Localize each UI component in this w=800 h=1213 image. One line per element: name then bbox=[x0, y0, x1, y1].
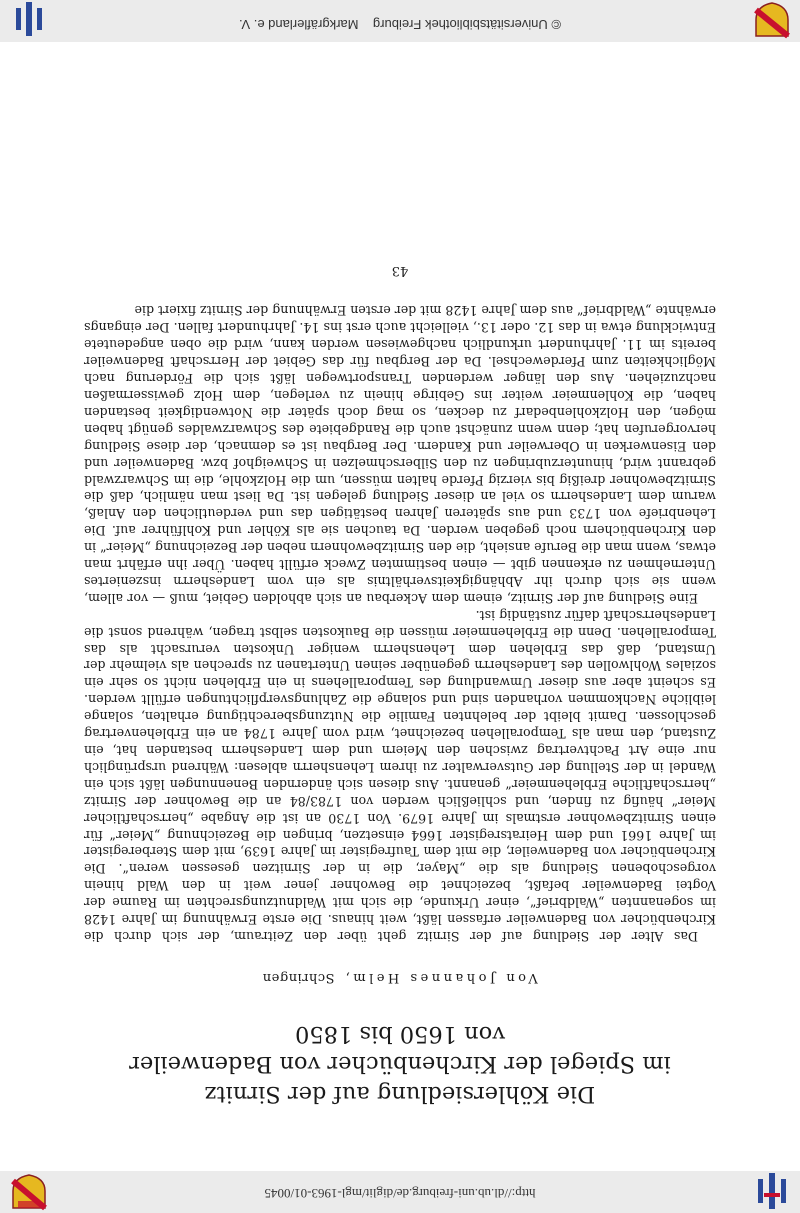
society-coat-of-arms-icon bbox=[10, 1173, 48, 1211]
author-place: Schringen bbox=[262, 970, 335, 985]
footer-copyright bbox=[0, 17, 800, 32]
paragraph: Das Alter der Siedlung auf der Sirnitz geht über den Zeitraum, der sich durch die Kirchenbücher von Badenweiler erfassen läßt, weit hinaus. Die erste Erwähnung im Jahre 1428 im sogenannten „Waldbrief“, einer Urkunde, die sich mit Waldnutzungsrechten im Raume der Vogtei Badenweiler befaßt, bezeichnet die Bewohner jener weit in den Wald hinein vorgeschobenen Siedlung als die „Mayer, die in der Sirnitzen gesessen weren“. Die Kirchenbücher von Badenweiler, die mit dem Taufregister im Jahre 1639, mit dem Sterberegister im Jahre 1661 und dem Heiratsregister 1664 einsetzen, bringen die Bezeichnung „Meier“ für einen Sirnitzbewohner erstmals im Jahre 1679. Von 1730 an ist die Angabe „herrschaftlicher Meier“ häufig zu finden, und schließlich werden von 1783/84 an die Bewohner der Sirnitz „herrschaftliche Erblehenmeier“ genannt. Aus diesen sich ändernden Benennungen läßt sich ein Wandel in der Stellung der Gutsverwalter zu ihrem Lehensherrn ablesen: Während ursprünglich nur eine Art Pachtvertrag zwischen den Meiern und dem Landesherrn bestanden hat, ein Zustand, den man als Temporallehen bezeichnet, wird vom Jahre 1784 an ein Erblehenvertrag geschlossen. Damit bleibt der belehnten Familie die Nutzungsberechtigung erhalten, solange leibliche Nachkommen vorhanden sind und solange die Zahlungsverpflichtungen erfüllt werden. Es scheint aber aus dieser Umwandlung des Temporallehens in ein Erblehen nicht so sehr ein soziales Wohlwollen des Landesherrn gegenüber seinen Untertanen zu sprechen als vielmehr der Umstand, daß das Erblehen dem Lehensherrn weniger Unkosten verursacht als das Temporallehen. Denn die Erblehenmeier müssen die Baukosten selbst tragen, während sonst die Landesherrschaft dafür zuständig ist. bbox=[84, 607, 716, 944]
author-name: Von Johannes Helm, bbox=[342, 970, 538, 985]
footer-society-text: Markgräflerland e. V. bbox=[239, 17, 359, 32]
document-url[interactable]: http://dl.ub.uni-freiburg.de/diglit/mgl-1963-01/0045 bbox=[264, 1186, 536, 1201]
article-title bbox=[84, 1019, 716, 1109]
footer-bar bbox=[0, 0, 800, 42]
title-line-1: Die Köhlersiedlung auf der Sirnitz bbox=[204, 1081, 596, 1107]
header-bar bbox=[0, 1171, 800, 1213]
paragraph: Eine Siedlung auf der Sirnitz, einem dem Ackerbau an sich abholden Gebiet, muß — vor allem, wenn sie sich durch ihr Abhängigkeitsverhältnis als ein vom Landesherrn inszeniertes Unternehmen zu erkennen gibt — einen bestimmten Zweck erfüllt haben. Über ihn erfährt man etwas, wenn man die Berufe ansieht, die den Sirnitzbewohnern neben der Bezeichnung „Meier“ in den Kirchenbüchern noch gegeben werden. Da tauchen sie als Köhler und Kohlführer auf. Die Lehenbriefe von 1733 und aus späteren Jahren bestätigen das und verdeutlichen den Anlaß, warum dem Landesherrn so viel an dieser Siedlung gelegen ist. Da liest man nämlich, daß die Sirnitzbewohner dreißig bis vierzig Pferde halten müssen, um die Holzkohle, die im Schwarzwald gebrannt wird, hinunterzubringen zu den Silberschmelzen in Schweighof bzw. Badenweiler und den Eisenwerken in Oberweiler und Kandern. Der Bergbau ist es demnach, der diese Siedlung hervorgerufen hat; denn wenn zunächst auch die Randgebiete des Schwarzwaldes genügt haben mögen, den Holzkohlenbedarf zu decken, so mag doch später die Notwendigkeit bestanden haben, die Kohlenmeier weiter ins Gebirge hinein zu verlegen, dem Holz gewissermaßen nachzuziehen. Aus den länger werdenden Transportwegen läßt sich die Förderung nach Möglichkeiten zum Pferdewechsel. Da der Bergbau für das Gebiet der Herrschaft Badenweiler bereits im 11. Jahrhundert urkundlich nachgewiesen werden kann, wird die oben angedeutete Entwicklung etwa in das 12. oder 13., vielleicht auch erst ins 14. Jahrhundert fallen. Der eingangs erwähnte „Waldbrief“ aus dem Jahre 1428 mit der ersten Erwähnung der Sirnitz fixiert die bbox=[84, 303, 716, 606]
title-line-2: im Spiegel der Kirchenbücher von Badenweiler bbox=[129, 1051, 671, 1077]
title-line-3: von 1650 bis 1850 bbox=[295, 1021, 505, 1047]
author-line bbox=[84, 970, 716, 985]
university-library-logo-icon bbox=[10, 0, 48, 38]
page-number: 43 bbox=[391, 262, 409, 278]
footer-copyright-text: © Universitätsbibliothek Freiburg bbox=[372, 17, 561, 32]
article-body bbox=[84, 302, 716, 944]
document-page bbox=[84, 263, 716, 1167]
